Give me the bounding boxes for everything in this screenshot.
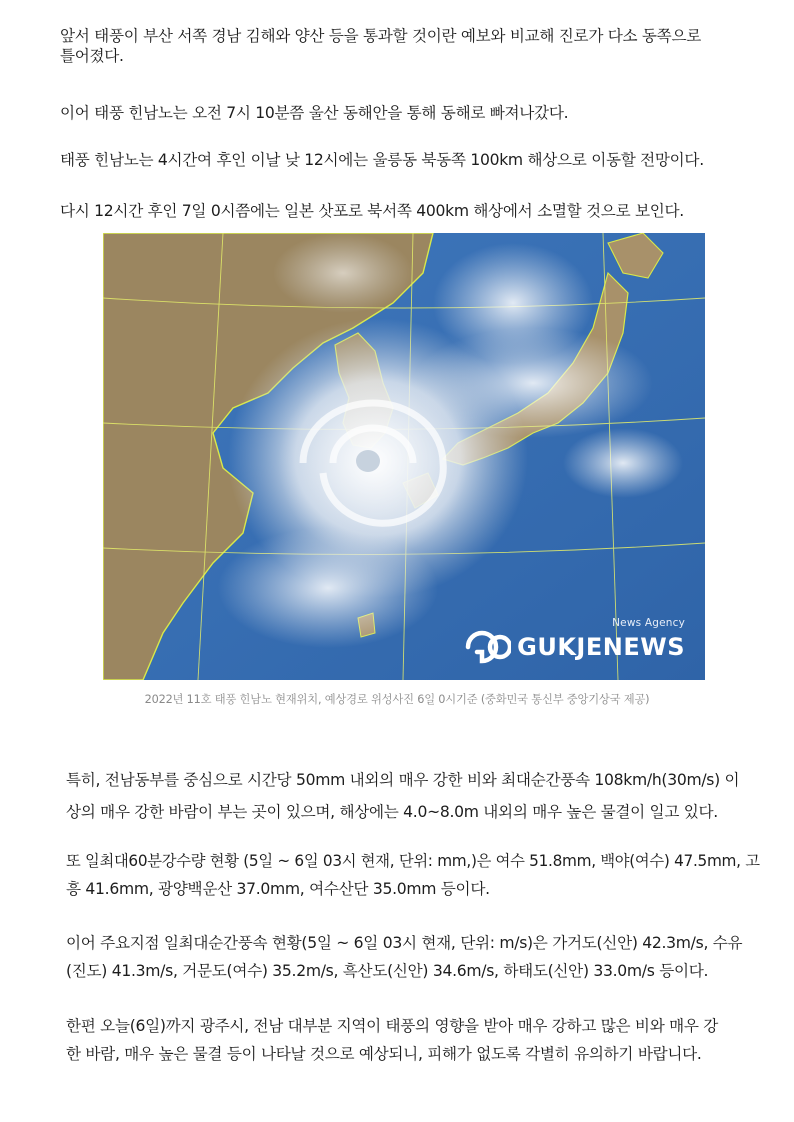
paragraph-line: 한 바람, 매우 높은 물결 등이 나타날 것으로 예상되니, 피해가 없도록 각별히 유의하기 바랍니다. xyxy=(66,1045,702,1063)
paragraph-line: 앞서 태풍이 부산 서쪽 경남 김해와 양산 등을 통과할 것이란 예보와 비교해 진로가 다소 동쪽으로 xyxy=(60,27,701,45)
paragraph: 다시 12시간 후인 7일 0시쯤에는 일본 삿포로 북서쪽 400km 해상에서 소멸할 것으로 보인다. xyxy=(60,202,684,220)
paragraph-line: (진도) 41.3m/s, 거문도(여수) 35.2m/s, 흑산도(신안) 34.6m/s, 하태도(신안) 33.0m/s 등이다. xyxy=(66,962,709,980)
logo-name: GUKJENEWS xyxy=(517,633,685,661)
paragraph-line: 또 일최대60분강수량 현황 (5일 ~ 6일 03시 현재, 단위: mm,)은 여수 51.8mm, 백야(여수) 47.5mm, 고 xyxy=(66,852,760,870)
logo-wordmark xyxy=(517,617,685,661)
gukjenews-logo xyxy=(465,617,685,664)
paragraph-line: 이어 주요지점 일최대순간풍속 현황(5일 ~ 6일 03시 현재, 단위: m/s)은 가거도(신안) 42.3m/s, 수유 xyxy=(66,934,743,952)
satellite-image xyxy=(103,233,705,680)
paragraph: 태풍 힌남노는 4시간여 후인 이날 낮 12시에는 울릉동 북동쪽 100km 해상으로 이동할 전망이다. xyxy=(60,151,704,169)
paragraph: 이어 태풍 힌남노는 오전 7시 10분쯤 울산 동해안을 통해 동해로 빠져나갔다. xyxy=(60,104,569,122)
image-caption: 2022년 11호 태풍 힌남노 현재위치, 예상경로 위성사진 6일 0시기준 (중화민국 통신부 중앙기상국 제공) xyxy=(144,693,650,706)
paragraph-line: 한편 오늘(6일)까지 광주시, 전남 대부분 지역이 태풍의 영향을 받아 매우 강하고 많은 비와 매우 강 xyxy=(66,1017,719,1035)
paragraph-line: 특히, 전남동부를 중심으로 시간당 50mm 내외의 매우 강한 비와 최대순간풍속 108km/h(30m/s) 이 xyxy=(66,771,740,789)
paragraph-line: 상의 매우 강한 바람이 부는 곳이 있으며, 해상에는 4.0~8.0m 내외의 매우 높은 물결이 일고 있다. xyxy=(66,803,718,821)
gukjenews-logo-icon xyxy=(465,630,511,664)
paragraph-line: 흥 41.6mm, 광양백운산 37.0mm, 여수산단 35.0mm 등이다. xyxy=(66,880,490,898)
paragraph-line: 틀어졌다. xyxy=(60,47,124,65)
satellite-map-graphic xyxy=(103,233,705,680)
logo-subtext: News Agency xyxy=(612,617,685,629)
